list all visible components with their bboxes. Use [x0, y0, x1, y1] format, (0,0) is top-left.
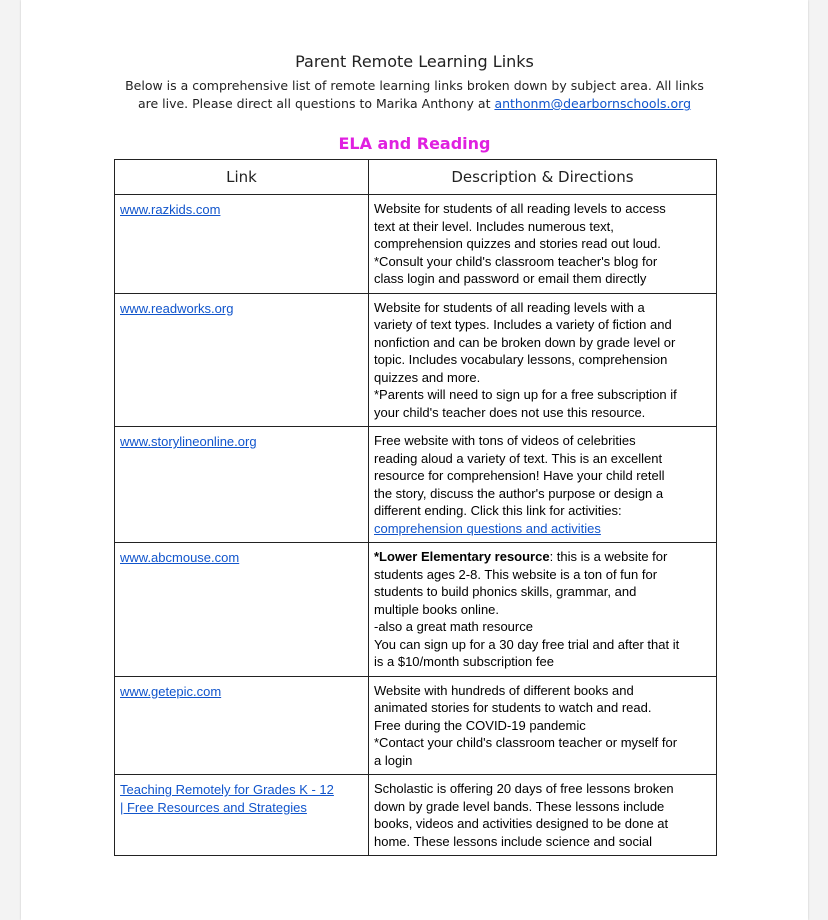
section-heading-ela: ELA and Reading: [338, 134, 491, 153]
contact-email-link[interactable]: anthonm@dearbornschools.org: [494, 96, 692, 111]
description-cell: [369, 293, 717, 427]
resource-tag-bold: *Lower Elementary resource: [374, 549, 550, 564]
table-row: [115, 775, 717, 856]
links-table: [114, 159, 717, 856]
description-line: is a $10/month subscription fee: [374, 654, 554, 669]
description-cell: [369, 775, 717, 856]
description-line: the story, discuss the author's purpose or design a: [374, 485, 664, 501]
description-line: *Consult your child's classroom teacher's blog for: [374, 253, 658, 269]
resource-link[interactable]: www.abcmouse.com: [120, 550, 240, 565]
description-cell: [369, 195, 717, 294]
description-line: Free during the COVID-19 pandemic: [374, 717, 586, 733]
link-cell: [115, 293, 369, 427]
description-line: students ages 2-8. This website is a ton of fun for: [374, 566, 658, 582]
description-line: books, videos and activities designed to be done at: [374, 816, 669, 831]
table-row: [115, 293, 717, 427]
intro-line-1: Below is a comprehensive list of remote learning links broken down by subject area. All links: [125, 78, 704, 93]
header-description: Description & Directions: [369, 160, 717, 195]
description-line: nonfiction and can be broken down by grade level or: [374, 334, 676, 350]
document-title: Parent Remote Learning Links: [295, 52, 534, 71]
link-cell: [115, 195, 369, 294]
header-link: Link: [115, 160, 369, 195]
description-line: You can sign up for a 30 day free trial and after that it: [374, 636, 680, 652]
resource-link[interactable]: www.razkids.com: [120, 202, 221, 217]
resource-link[interactable]: www.storylineonline.org: [120, 434, 257, 449]
description-line: animated stories for students to watch and read.: [374, 700, 652, 715]
description-line: [374, 548, 711, 566]
resource-link[interactable]: Teaching Remotely for Grades K - 12: [120, 782, 334, 797]
description-cell: [369, 676, 717, 775]
table-row: [115, 195, 717, 294]
intro-line-2-text: are live. Please direct all questions to Marika Anthony at: [137, 96, 495, 111]
description-line: Website with hundreds of different books and: [374, 682, 634, 698]
description-line: home. These lessons include science and social: [374, 833, 652, 849]
description-line: comprehension quizzes and stories read out loud.: [374, 236, 661, 251]
resource-link[interactable]: | Free Resources and Strategies: [120, 799, 307, 815]
description-line: Scholastic is offering 20 days of free lessons broken: [374, 781, 674, 796]
description-line: text at their level. Includes numerous text,: [374, 218, 614, 234]
document-page: [21, 0, 808, 920]
description-line: class login and password or email them directly: [374, 271, 647, 286]
description-line: multiple books online.: [374, 601, 500, 617]
table-row: [115, 543, 717, 677]
activities-link[interactable]: comprehension questions and activities: [374, 520, 601, 536]
description-line: quizzes and more.: [374, 369, 481, 385]
link-cell: [115, 775, 369, 856]
intro-paragraph: [101, 77, 728, 113]
resource-link[interactable]: www.getepic.com: [120, 683, 222, 699]
intro-line-2: [101, 95, 728, 113]
description-cell: [369, 427, 717, 543]
description-line: Free website with tons of videos of celebrities: [374, 433, 636, 448]
description-line: different ending. Click this link for activities:: [374, 503, 622, 518]
table-row: [115, 427, 717, 543]
description-line: Website for students of all reading levels to access: [374, 201, 666, 216]
description-line: Website for students of all reading levels with a: [374, 299, 645, 315]
description-line: down by grade level bands. These lessons include: [374, 798, 665, 814]
table-row: [115, 676, 717, 775]
link-cell: [115, 676, 369, 775]
description-cell: [369, 543, 717, 677]
link-cell: [115, 427, 369, 543]
link-cell: [115, 543, 369, 677]
description-line: topic. Includes vocabulary lessons, comprehension: [374, 352, 668, 367]
description-line: students to build phonics skills, grammar, and: [374, 584, 637, 599]
description-text: : this is a website for: [549, 549, 668, 564]
description-line: your child's teacher does not use this resource.: [374, 404, 646, 420]
description-line: *Parents will need to sign up for a free subscription if: [374, 387, 677, 402]
table-header-row: [115, 160, 717, 195]
description-line: reading aloud a variety of text. This is an excellent: [374, 450, 663, 466]
description-line: a login: [374, 752, 413, 768]
description-line: -also a great math resource: [374, 619, 533, 634]
description-line: variety of text types. Includes a variety of fiction and: [374, 317, 672, 332]
description-line: resource for comprehension! Have your child retell: [374, 468, 665, 483]
description-line: *Contact your child's classroom teacher or myself for: [374, 735, 678, 750]
resource-link[interactable]: www.readworks.org: [120, 300, 234, 316]
